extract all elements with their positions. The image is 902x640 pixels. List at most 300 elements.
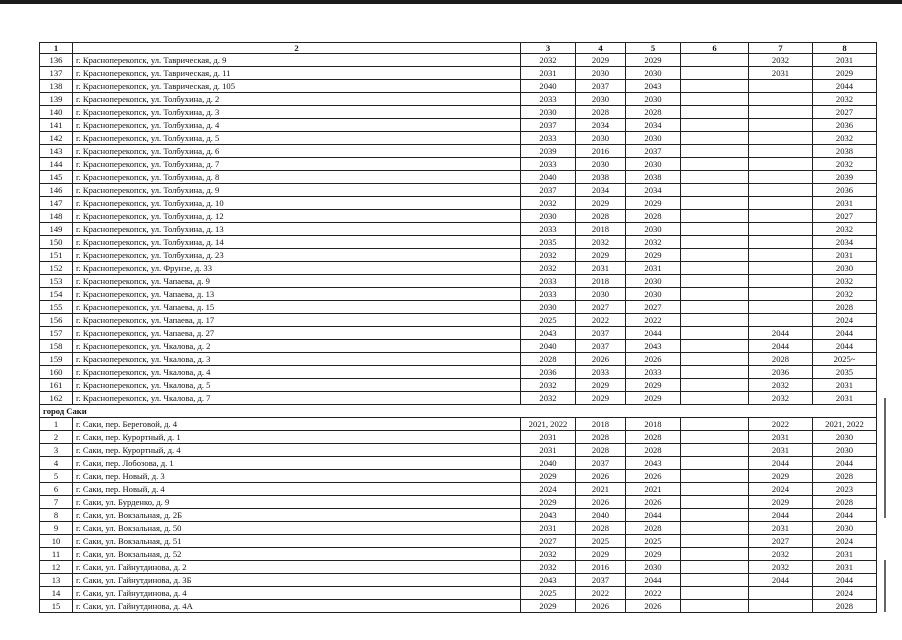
value-cell [681,392,749,405]
address-cell: г. Красноперекопск, ул. Чапаева, д. 27 [73,327,521,340]
address-cell: г. Саки, ул. Гайнутдинова, д. 4 [73,587,521,600]
value-cell: 2021 [626,483,681,496]
value-cell [749,236,813,249]
value-cell: 2031 [813,561,877,574]
value-cell: 2036 [749,366,813,379]
value-cell [749,184,813,197]
table-row [40,314,877,327]
value-cell [681,366,749,379]
address-cell: г. Саки, ул. Гайнутдинова, д. 4А [73,600,521,613]
row-number-cell: 138 [40,80,73,93]
table-row [40,301,877,314]
value-cell: 2028 [576,106,626,119]
value-cell: 2039 [813,171,877,184]
row-number-cell: 13 [40,574,73,587]
column-number-header: 8 [813,43,877,54]
value-cell: 2030 [626,288,681,301]
value-cell: 2035 [813,366,877,379]
column-number-header: 3 [521,43,576,54]
value-cell: 2032 [576,236,626,249]
value-cell: 2032 [749,54,813,67]
value-cell: 2040 [521,457,576,470]
value-cell: 2036 [521,366,576,379]
address-cell: г. Саки, ул. Бурденко, д. 9 [73,496,521,509]
value-cell: 2044 [813,80,877,93]
value-cell: 2024 [813,314,877,327]
value-cell: 2036 [813,119,877,132]
value-cell: 2044 [813,340,877,353]
value-cell [681,483,749,496]
address-cell: г. Красноперекопск, ул. Толбухина, д. 5 [73,132,521,145]
table-row [40,600,877,613]
row-number-cell: 156 [40,314,73,327]
value-cell: 2036 [813,184,877,197]
row-number-cell: 150 [40,236,73,249]
value-cell: 2043 [626,457,681,470]
table-row [40,353,877,366]
table-row [40,509,877,522]
value-cell [681,340,749,353]
table-row [40,132,877,145]
value-cell: 2044 [813,327,877,340]
section-row [40,405,877,418]
document-table-container [39,42,864,613]
table-row [40,223,877,236]
value-cell: 2032 [749,548,813,561]
value-cell [681,145,749,158]
value-cell: 2031 [521,431,576,444]
address-cell: г. Саки, пер. Новый, д. 4 [73,483,521,496]
value-cell: 2032 [749,561,813,574]
address-cell: г. Саки, пер. Лобозова, д. 1 [73,457,521,470]
row-number-cell: 139 [40,93,73,106]
value-cell: 2030 [626,223,681,236]
row-number-cell: 153 [40,275,73,288]
column-number-header: 5 [626,43,681,54]
value-cell: 2025~ [813,353,877,366]
value-cell: 2029 [626,548,681,561]
value-cell: 2022 [576,314,626,327]
value-cell: 2032 [813,132,877,145]
table-row [40,522,877,535]
address-cell: г. Красноперекопск, ул. Толбухина, д. 13 [73,223,521,236]
value-cell: 2040 [521,171,576,184]
row-number-cell: 162 [40,392,73,405]
value-cell [681,496,749,509]
address-cell: г. Красноперекопск, ул. Толбухина, д. 12 [73,210,521,223]
value-cell: 2030 [576,288,626,301]
value-cell: 2029 [576,197,626,210]
column-number-header: 6 [681,43,749,54]
value-cell: 2031 [749,431,813,444]
value-cell [681,535,749,548]
row-number-cell: 141 [40,119,73,132]
value-cell: 2031 [813,54,877,67]
row-number-cell: 149 [40,223,73,236]
value-cell [681,197,749,210]
row-number-cell: 5 [40,470,73,483]
value-cell: 2043 [626,80,681,93]
value-cell: 2044 [626,327,681,340]
table-row [40,470,877,483]
value-cell: 2040 [521,80,576,93]
address-cell: г. Саки, пер. Курортный, д. 1 [73,431,521,444]
address-cell: г. Красноперекопск, ул. Фрунзе, д. 33 [73,262,521,275]
row-number-cell: 7 [40,496,73,509]
row-number-cell: 158 [40,340,73,353]
value-cell [681,80,749,93]
value-cell [681,158,749,171]
address-cell: г. Саки, пер. Новый, д. 3 [73,470,521,483]
value-cell [749,210,813,223]
row-number-cell: 151 [40,249,73,262]
value-cell: 2037 [576,457,626,470]
row-number-cell: 159 [40,353,73,366]
value-cell: 2030 [576,158,626,171]
address-cell: г. Саки, пер. Береговой, д. 4 [73,418,521,431]
address-cell: г. Саки, пер. Курортный, д. 4 [73,444,521,457]
row-number-cell: 140 [40,106,73,119]
value-cell: 2028 [626,444,681,457]
value-cell [681,236,749,249]
value-cell: 2044 [626,509,681,522]
value-cell: 2031 [521,444,576,457]
table-row [40,106,877,119]
table-row [40,392,877,405]
value-cell [681,262,749,275]
value-cell: 2034 [626,184,681,197]
value-cell: 2035 [521,236,576,249]
value-cell: 2027 [813,106,877,119]
address-cell: г. Красноперекопск, ул. Толбухина, д. 10 [73,197,521,210]
table-row [40,574,877,587]
value-cell: 2028 [813,496,877,509]
value-cell: 2039 [521,145,576,158]
address-cell: г. Красноперекопск, ул. Чкалова, д. 3 [73,353,521,366]
address-cell: г. Красноперекопск, ул. Таврическая, д. 11 [73,67,521,80]
value-cell: 2032 [749,392,813,405]
value-cell: 2037 [576,80,626,93]
table-row [40,496,877,509]
value-cell: 2028 [626,210,681,223]
value-cell: 2031 [749,67,813,80]
value-cell [749,106,813,119]
value-cell: 2033 [521,93,576,106]
value-cell: 2030 [576,132,626,145]
value-cell [749,275,813,288]
value-cell: 2030 [521,210,576,223]
value-cell: 2031 [813,379,877,392]
value-cell: 2044 [813,509,877,522]
value-cell [749,587,813,600]
value-cell: 2018 [626,418,681,431]
address-cell: г. Красноперекопск, ул. Толбухина, д. 2 [73,93,521,106]
row-number-cell: 10 [40,535,73,548]
value-cell [681,288,749,301]
column-number-header: 7 [749,43,813,54]
value-cell [681,93,749,106]
value-cell [681,587,749,600]
value-cell: 2028 [576,210,626,223]
value-cell [681,431,749,444]
value-cell [681,327,749,340]
value-cell: 2016 [576,561,626,574]
section-header-group [40,405,877,418]
address-cell: г. Красноперекопск, ул. Чкалова, д. 2 [73,340,521,353]
value-cell: 2029 [576,379,626,392]
table-row [40,249,877,262]
value-cell: 2037 [521,119,576,132]
value-cell: 2030 [521,301,576,314]
column-number-header: 1 [40,43,73,54]
value-cell: 2033 [521,158,576,171]
value-cell [749,145,813,158]
value-cell: 2029 [521,496,576,509]
value-cell: 2032 [813,158,877,171]
table-row [40,288,877,301]
table-row [40,340,877,353]
value-cell [681,119,749,132]
value-cell [681,301,749,314]
address-cell: г. Красноперекопск, ул. Толбухина, д. 4 [73,119,521,132]
value-cell: 2033 [576,366,626,379]
table-row [40,548,877,561]
table-row [40,93,877,106]
address-cell: г. Красноперекопск, ул. Чкалова, д. 5 [73,379,521,392]
table-row [40,262,877,275]
table-row [40,327,877,340]
address-cell: г. Саки, ул. Гайнутдинова, д. 3Б [73,574,521,587]
value-cell: 2028 [576,522,626,535]
value-cell: 2018 [576,418,626,431]
value-cell: 2031 [813,249,877,262]
address-cell: г. Красноперекопск, ул. Чапаева, д. 17 [73,314,521,327]
value-cell: 2016 [576,145,626,158]
value-cell: 2037 [576,327,626,340]
value-cell: 2033 [521,223,576,236]
value-cell: 2043 [521,327,576,340]
table-row [40,171,877,184]
value-cell: 2023 [813,483,877,496]
value-cell: 2029 [626,54,681,67]
address-cell: г. Красноперекопск, ул. Толбухина, д. 7 [73,158,521,171]
value-cell [749,262,813,275]
value-cell [681,210,749,223]
value-cell: 2038 [813,145,877,158]
value-cell [681,600,749,613]
address-cell: г. Красноперекопск, ул. Толбухина, д. 8 [73,171,521,184]
value-cell: 2030 [626,158,681,171]
row-number-cell: 142 [40,132,73,145]
value-cell: 2025 [521,314,576,327]
value-cell [749,223,813,236]
value-cell [681,574,749,587]
value-cell: 2033 [521,275,576,288]
value-cell: 2024 [749,483,813,496]
value-cell: 2028 [521,353,576,366]
value-cell [681,67,749,80]
value-cell: 2037 [576,340,626,353]
value-cell [749,93,813,106]
value-cell: 2026 [626,470,681,483]
value-cell: 2044 [749,574,813,587]
address-cell: г. Саки, ул. Вокзальная, д. 52 [73,548,521,561]
row-number-cell: 136 [40,54,73,67]
value-cell: 2026 [576,496,626,509]
value-cell [681,470,749,483]
value-cell [749,600,813,613]
scan-edge-mark [884,560,886,612]
value-cell: 2044 [749,509,813,522]
table-row [40,210,877,223]
value-cell [681,314,749,327]
value-cell: 2018 [576,223,626,236]
value-cell: 2025 [521,587,576,600]
value-cell: 2044 [813,574,877,587]
scan-top-edge [0,0,902,4]
address-cell: г. Красноперекопск, ул. Толбухина, д. 3 [73,106,521,119]
row-number-cell: 157 [40,327,73,340]
value-cell: 2024 [813,587,877,600]
value-cell [681,548,749,561]
value-cell: 2032 [813,223,877,236]
table-row [40,379,877,392]
value-cell: 2032 [813,275,877,288]
value-cell: 2028 [626,431,681,444]
value-cell [749,288,813,301]
housing-schedule-table [39,42,877,613]
value-cell: 2033 [521,288,576,301]
value-cell: 2022 [576,587,626,600]
value-cell: 2029 [576,54,626,67]
row-number-cell: 14 [40,587,73,600]
value-cell [681,275,749,288]
value-cell: 2021, 2022 [521,418,576,431]
address-cell: г. Красноперекопск, ул. Таврическая, д. 9 [73,54,521,67]
value-cell: 2026 [626,600,681,613]
row-number-cell: 161 [40,379,73,392]
table-row [40,418,877,431]
table-row [40,119,877,132]
value-cell [749,132,813,145]
address-cell: г. Саки, ул. Вокзальная, д. 51 [73,535,521,548]
value-cell: 2032 [521,561,576,574]
value-cell: 2027 [626,301,681,314]
value-cell [749,301,813,314]
value-cell [749,119,813,132]
scan-edge-mark [884,398,886,518]
value-cell: 2032 [521,392,576,405]
value-cell: 2029 [626,392,681,405]
table-row [40,145,877,158]
value-cell: 2030 [626,561,681,574]
column-number-header: 2 [73,43,521,54]
value-cell [681,379,749,392]
value-cell: 2029 [626,379,681,392]
value-cell: 2028 [626,106,681,119]
value-cell: 2032 [521,262,576,275]
value-cell: 2034 [626,119,681,132]
value-cell: 2044 [749,457,813,470]
row-number-cell: 3 [40,444,73,457]
value-cell: 2028 [576,444,626,457]
column-number-header: 4 [576,43,626,54]
value-cell: 2022 [626,314,681,327]
value-cell [749,171,813,184]
value-cell: 2028 [626,522,681,535]
value-cell: 2030 [813,262,877,275]
value-cell [681,353,749,366]
value-cell: 2024 [813,535,877,548]
table-row [40,275,877,288]
value-cell: 2030 [626,275,681,288]
value-cell: 2022 [749,418,813,431]
value-cell: 2028 [813,600,877,613]
value-cell [681,184,749,197]
value-cell: 2031 [813,548,877,561]
table-row [40,54,877,67]
value-cell [681,106,749,119]
value-cell: 2027 [521,535,576,548]
address-cell: г. Красноперекопск, ул. Чапаева, д. 9 [73,275,521,288]
value-cell: 2038 [626,171,681,184]
value-cell: 2027 [576,301,626,314]
value-cell: 2032 [521,54,576,67]
table-row [40,561,877,574]
value-cell: 2028 [813,301,877,314]
row-number-cell: 143 [40,145,73,158]
value-cell: 2024 [521,483,576,496]
value-cell: 2038 [576,171,626,184]
value-cell: 2029 [626,197,681,210]
value-cell: 2032 [521,197,576,210]
row-number-cell: 155 [40,301,73,314]
value-cell: 2034 [576,119,626,132]
table-row [40,197,877,210]
value-cell: 2029 [749,496,813,509]
address-cell: г. Красноперекопск, ул. Толбухина, д. 9 [73,184,521,197]
value-cell: 2028 [813,470,877,483]
address-cell: г. Саки, ул. Гайнутдинова, д. 2 [73,561,521,574]
value-cell: 2031 [749,444,813,457]
value-cell: 2032 [813,93,877,106]
value-cell: 2032 [749,379,813,392]
value-cell: 2044 [626,574,681,587]
value-cell [681,132,749,145]
value-cell: 2030 [521,106,576,119]
value-cell [749,80,813,93]
value-cell: 2031 [813,392,877,405]
value-cell [681,249,749,262]
row-number-cell: 154 [40,288,73,301]
table-row [40,67,877,80]
address-cell: г. Красноперекопск, ул. Толбухина, д. 6 [73,145,521,158]
value-cell: 2029 [626,249,681,262]
value-cell: 2030 [576,67,626,80]
row-number-cell: 152 [40,262,73,275]
value-cell: 2030 [576,93,626,106]
value-cell: 2031 [521,522,576,535]
section-title: город Саки [40,405,877,418]
value-cell: 2025 [576,535,626,548]
address-cell: г. Саки, ул. Вокзальная, д. 50 [73,522,521,535]
value-cell: 2044 [749,340,813,353]
table-row [40,457,877,470]
value-cell: 2040 [521,340,576,353]
value-cell: 2044 [813,457,877,470]
value-cell: 2029 [576,249,626,262]
value-cell [749,197,813,210]
